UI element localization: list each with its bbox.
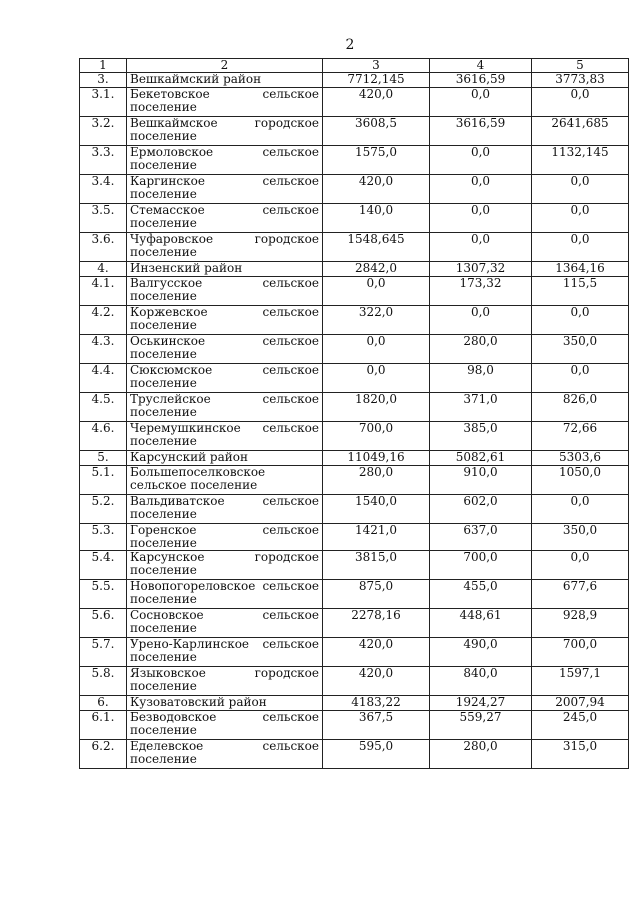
row-number: 4.6. bbox=[80, 422, 127, 451]
header-col-5: 5 bbox=[532, 59, 629, 73]
table-row bbox=[80, 667, 629, 696]
value-col-5: 350,0 bbox=[532, 524, 629, 551]
value-col-5: 1050,0 bbox=[532, 466, 629, 495]
value-col-3: 367,5 bbox=[323, 711, 430, 740]
value-col-5: 928,9 bbox=[532, 609, 629, 638]
value-col-4: 602,0 bbox=[430, 495, 532, 524]
row-number: 5.6. bbox=[80, 609, 127, 638]
settlement-name: Бекетовское сельское поселение bbox=[127, 88, 323, 117]
value-col-4: 280,0 bbox=[430, 740, 532, 769]
value-col-3: 3608,5 bbox=[323, 117, 430, 146]
value-col-4: 371,0 bbox=[430, 393, 532, 422]
settlement-name: Каргинское сельское поселение bbox=[127, 175, 323, 204]
value-col-3: 3815,0 bbox=[323, 551, 430, 580]
value-col-4: 173,32 bbox=[430, 277, 532, 306]
table-row bbox=[80, 740, 629, 769]
settlement-name: Ермоловское сельское поселение bbox=[127, 146, 323, 175]
value-col-5: 1597,1 bbox=[532, 667, 629, 696]
table-row bbox=[80, 524, 629, 551]
value-col-3: 1421,0 bbox=[323, 524, 430, 551]
settlement-name: Кузоватовский район bbox=[127, 696, 323, 711]
settlement-name: Оськинское сельское поселение bbox=[127, 335, 323, 364]
value-col-5: 0,0 bbox=[532, 364, 629, 393]
row-number: 5.7. bbox=[80, 638, 127, 667]
value-col-4: 1924,27 bbox=[430, 696, 532, 711]
table-header-row bbox=[80, 59, 629, 73]
value-col-5: 3773,83 bbox=[532, 73, 629, 88]
row-number: 4.3. bbox=[80, 335, 127, 364]
value-col-5: 315,0 bbox=[532, 740, 629, 769]
settlement-name: Чуфаровское городское поселение bbox=[127, 233, 323, 262]
settlement-name: Горенское сельское поселение bbox=[127, 524, 323, 551]
row-number: 3.2. bbox=[80, 117, 127, 146]
row-number: 3.4. bbox=[80, 175, 127, 204]
value-col-5: 1364,16 bbox=[532, 262, 629, 277]
row-number: 4.5. bbox=[80, 393, 127, 422]
value-col-5: 0,0 bbox=[532, 175, 629, 204]
value-col-3: 1820,0 bbox=[323, 393, 430, 422]
table-row bbox=[80, 233, 629, 262]
settlement-name: Карсунское городское поселение bbox=[127, 551, 323, 580]
value-col-5: 1132,145 bbox=[532, 146, 629, 175]
settlement-name: Языковское городское поселение bbox=[127, 667, 323, 696]
settlement-name: Новопогореловское сельское поселение bbox=[127, 580, 323, 609]
value-col-4: 455,0 bbox=[430, 580, 532, 609]
row-number: 3.5. bbox=[80, 204, 127, 233]
value-col-3: 420,0 bbox=[323, 88, 430, 117]
value-col-3: 4183,22 bbox=[323, 696, 430, 711]
table-row bbox=[80, 306, 629, 335]
table-row bbox=[80, 580, 629, 609]
value-col-4: 280,0 bbox=[430, 335, 532, 364]
value-col-4: 448,61 bbox=[430, 609, 532, 638]
row-number: 4. bbox=[80, 262, 127, 277]
row-number: 6.1. bbox=[80, 711, 127, 740]
table-row bbox=[80, 146, 629, 175]
value-col-4: 0,0 bbox=[430, 306, 532, 335]
value-col-3: 1575,0 bbox=[323, 146, 430, 175]
value-col-5: 700,0 bbox=[532, 638, 629, 667]
value-col-3: 2842,0 bbox=[323, 262, 430, 277]
district-row bbox=[80, 73, 629, 88]
row-number: 3.3. bbox=[80, 146, 127, 175]
table-row bbox=[80, 204, 629, 233]
value-col-4: 0,0 bbox=[430, 88, 532, 117]
row-number: 4.2. bbox=[80, 306, 127, 335]
table-row bbox=[80, 335, 629, 364]
table-row bbox=[80, 551, 629, 580]
table-row bbox=[80, 711, 629, 740]
table-row bbox=[80, 609, 629, 638]
row-number: 5.8. bbox=[80, 667, 127, 696]
value-col-4: 0,0 bbox=[430, 146, 532, 175]
row-number: 5.1. bbox=[80, 466, 127, 495]
value-col-4: 0,0 bbox=[430, 175, 532, 204]
value-col-5: 0,0 bbox=[532, 495, 629, 524]
value-col-5: 350,0 bbox=[532, 335, 629, 364]
table-row bbox=[80, 393, 629, 422]
row-number: 5. bbox=[80, 451, 127, 466]
table-row bbox=[80, 422, 629, 451]
value-col-3: 2278,16 bbox=[323, 609, 430, 638]
header-col-1: 1 bbox=[80, 59, 127, 73]
value-col-4: 490,0 bbox=[430, 638, 532, 667]
value-col-3: 7712,145 bbox=[323, 73, 430, 88]
settlement-name: Коржевское сельское поселение bbox=[127, 306, 323, 335]
value-col-5: 2007,94 bbox=[532, 696, 629, 711]
value-col-4: 3616,59 bbox=[430, 117, 532, 146]
row-number: 3.6. bbox=[80, 233, 127, 262]
value-col-5: 0,0 bbox=[532, 551, 629, 580]
value-col-5: 2641,685 bbox=[532, 117, 629, 146]
value-col-5: 0,0 bbox=[532, 88, 629, 117]
settlement-name: Вальдиватское сельское поселение bbox=[127, 495, 323, 524]
settlement-name: Урено-Карлинское сельское поселение bbox=[127, 638, 323, 667]
district-row bbox=[80, 451, 629, 466]
value-col-5: 677,6 bbox=[532, 580, 629, 609]
settlement-name: Инзенский район bbox=[127, 262, 323, 277]
value-col-3: 280,0 bbox=[323, 466, 430, 495]
budget-table bbox=[79, 58, 629, 769]
value-col-3: 420,0 bbox=[323, 175, 430, 204]
value-col-3: 0,0 bbox=[323, 364, 430, 393]
value-col-5: 0,0 bbox=[532, 233, 629, 262]
value-col-4: 559,27 bbox=[430, 711, 532, 740]
value-col-4: 98,0 bbox=[430, 364, 532, 393]
row-number: 3.1. bbox=[80, 88, 127, 117]
row-number: 4.1. bbox=[80, 277, 127, 306]
settlement-name: Черемушкинское сельское поселение bbox=[127, 422, 323, 451]
value-col-4: 5082,61 bbox=[430, 451, 532, 466]
value-col-3: 700,0 bbox=[323, 422, 430, 451]
table-row bbox=[80, 495, 629, 524]
settlement-name: Сюксюмское сельское поселение bbox=[127, 364, 323, 393]
value-col-4: 700,0 bbox=[430, 551, 532, 580]
value-col-5: 245,0 bbox=[532, 711, 629, 740]
value-col-4: 637,0 bbox=[430, 524, 532, 551]
row-number: 5.3. bbox=[80, 524, 127, 551]
value-col-3: 140,0 bbox=[323, 204, 430, 233]
row-number: 5.2. bbox=[80, 495, 127, 524]
row-number: 3. bbox=[80, 73, 127, 88]
header-col-2: 2 bbox=[127, 59, 323, 73]
value-col-5: 115,5 bbox=[532, 277, 629, 306]
value-col-3: 0,0 bbox=[323, 335, 430, 364]
value-col-3: 595,0 bbox=[323, 740, 430, 769]
settlement-name: Карсунский район bbox=[127, 451, 323, 466]
header-col-3: 3 bbox=[323, 59, 430, 73]
settlement-name: Сосновское сельское поселение bbox=[127, 609, 323, 638]
table-row bbox=[80, 364, 629, 393]
value-col-3: 1548,645 bbox=[323, 233, 430, 262]
value-col-4: 910,0 bbox=[430, 466, 532, 495]
value-col-4: 840,0 bbox=[430, 667, 532, 696]
value-col-3: 1540,0 bbox=[323, 495, 430, 524]
table-row bbox=[80, 466, 629, 495]
settlement-name: Безводовское сельское поселение bbox=[127, 711, 323, 740]
value-col-3: 420,0 bbox=[323, 667, 430, 696]
value-col-5: 0,0 bbox=[532, 204, 629, 233]
value-col-3: 322,0 bbox=[323, 306, 430, 335]
district-row bbox=[80, 262, 629, 277]
row-number: 6.2. bbox=[80, 740, 127, 769]
settlement-name: Вешкаймский район bbox=[127, 73, 323, 88]
value-col-4: 0,0 bbox=[430, 204, 532, 233]
header-col-4: 4 bbox=[430, 59, 532, 73]
value-col-4: 3616,59 bbox=[430, 73, 532, 88]
value-col-4: 1307,32 bbox=[430, 262, 532, 277]
table-row bbox=[80, 117, 629, 146]
settlement-name: Вешкаймское городское поселение bbox=[127, 117, 323, 146]
settlement-name: Стемасское сельское поселение bbox=[127, 204, 323, 233]
table-row bbox=[80, 638, 629, 667]
value-col-5: 826,0 bbox=[532, 393, 629, 422]
value-col-4: 0,0 bbox=[430, 233, 532, 262]
value-col-3: 11049,16 bbox=[323, 451, 430, 466]
settlement-name: Еделевское сельское поселение bbox=[127, 740, 323, 769]
row-number: 5.5. bbox=[80, 580, 127, 609]
value-col-5: 72,66 bbox=[532, 422, 629, 451]
page-number: 2 bbox=[345, 37, 355, 53]
district-row bbox=[80, 696, 629, 711]
row-number: 4.4. bbox=[80, 364, 127, 393]
row-number: 6. bbox=[80, 696, 127, 711]
row-number: 5.4. bbox=[80, 551, 127, 580]
settlement-name: Большепоселковское сельское поселение bbox=[127, 466, 323, 495]
settlement-name: Валгусское сельское поселение bbox=[127, 277, 323, 306]
value-col-3: 875,0 bbox=[323, 580, 430, 609]
value-col-3: 0,0 bbox=[323, 277, 430, 306]
settlement-name: Труслейское сельское поселение bbox=[127, 393, 323, 422]
value-col-3: 420,0 bbox=[323, 638, 430, 667]
value-col-5: 0,0 bbox=[532, 306, 629, 335]
table-row bbox=[80, 175, 629, 204]
table-row bbox=[80, 88, 629, 117]
value-col-5: 5303,6 bbox=[532, 451, 629, 466]
value-col-4: 385,0 bbox=[430, 422, 532, 451]
table-row bbox=[80, 277, 629, 306]
